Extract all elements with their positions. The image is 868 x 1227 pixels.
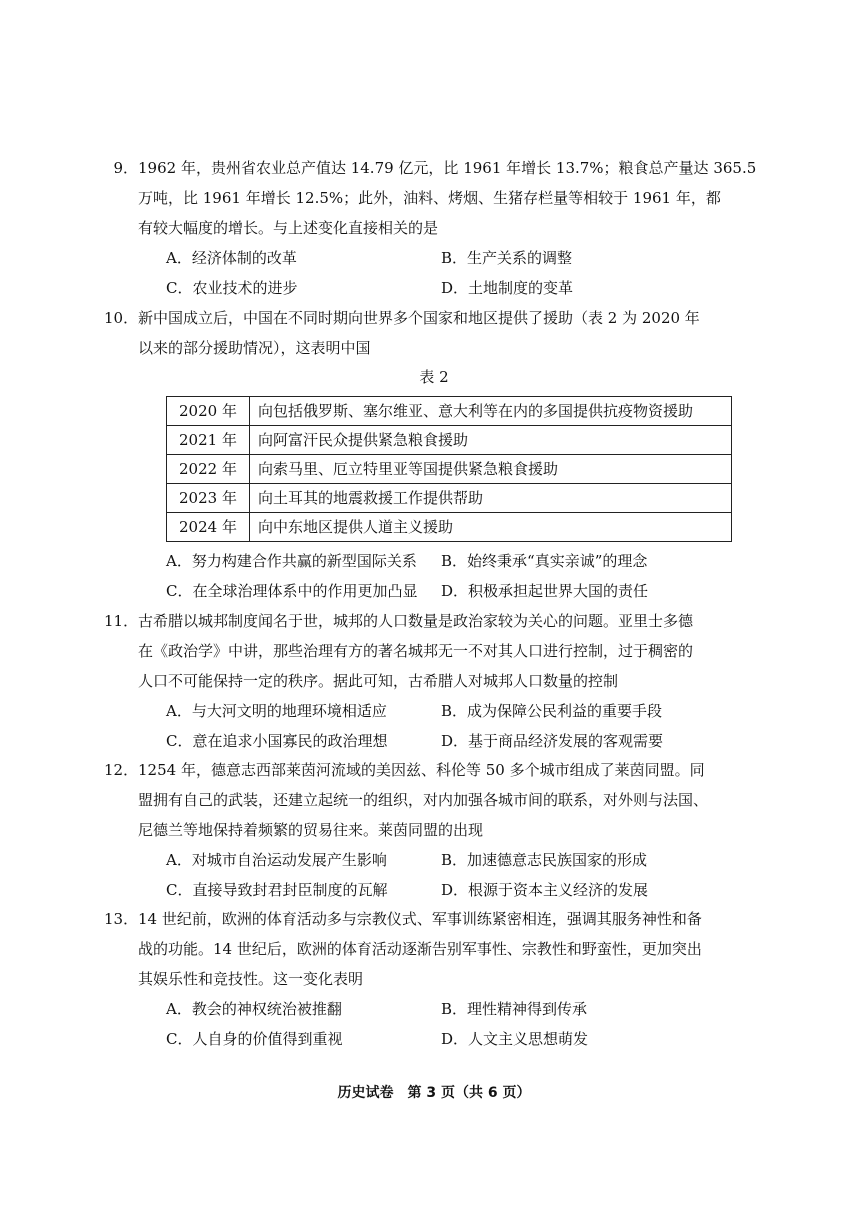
table-row	[167, 455, 732, 484]
table-row	[167, 397, 732, 426]
option-c: C．农业技术的进步	[166, 279, 298, 297]
page-footer: 历史试卷 第 3 页（共 6 页）	[337, 1085, 531, 1101]
option-a: A．与大河文明的地理环境相适应	[166, 702, 387, 720]
option-a: A．教会的神权统治被推翻	[166, 1000, 342, 1018]
option-c: C．在全球治理体系中的作用更加凸显	[166, 582, 418, 600]
question-number: 10．	[104, 309, 139, 327]
option-d: D．人文主义思想萌发	[441, 1030, 589, 1048]
question-number: 11．	[104, 612, 139, 630]
question-text-line: 在《政治学》中讲，那些治理有方的著名城邦无一不对其人口进行控制，过于稠密的	[138, 642, 694, 660]
question-number: 9．	[113, 159, 138, 177]
option-c: C．直接导致封君封臣制度的瓦解	[166, 881, 388, 899]
table-cell-text: 向包括俄罗斯、塞尔维亚、意大利等在内的多国提供抗疫物资援助	[250, 397, 732, 426]
aid-table	[166, 396, 732, 542]
table-cell-text: 向阿富汗民众提供紧急粮食援助	[250, 426, 732, 455]
table-cell-text: 向索马里、厄立特里亚等国提供紧急粮食援助	[250, 455, 732, 484]
question-text-line: 人口不可能保持一定的秩序。据此可知，古希腊人对城邦人口数量的控制	[138, 672, 619, 690]
table-caption: 表 2	[419, 368, 449, 386]
option-d: D．根源于资本主义经济的发展	[441, 881, 649, 899]
question-text-line: 万吨，比 1961 年增长 12.5%；此外，油料、烤烟、生猪存栏量等相较于 1961 年，都	[138, 189, 721, 207]
table-cell-year: 2023 年	[167, 484, 250, 513]
question-number: 12．	[104, 761, 139, 779]
question-text-line: 14 世纪前，欧洲的体育活动多与宗教仪式、军事训练紧密相连，强调其服务神性和备	[138, 910, 702, 928]
table-cell-text: 向土耳其的地震救援工作提供帮助	[250, 484, 732, 513]
question-text-line: 新中国成立后，中国在不同时期向世界多个国家和地区提供了援助（表 2 为 2020 年	[138, 309, 700, 327]
table-row	[167, 426, 732, 455]
option-c: C．意在追求小国寡民的政治理想	[166, 732, 388, 750]
question-13	[104, 904, 738, 1054]
option-d: D．土地制度的变革	[441, 279, 574, 297]
option-a: A．努力构建合作共赢的新型国际关系	[166, 552, 417, 570]
question-9	[113, 153, 757, 303]
table-cell-text: 向中东地区提供人道主义援助	[250, 513, 732, 542]
option-a: A．对城市自治运动发展产生影响	[166, 851, 387, 869]
question-text-line: 有较大幅度的增长。与上述变化直接相关的是	[138, 219, 439, 237]
question-number: 13．	[104, 910, 139, 928]
table-cell-year: 2020 年	[167, 397, 250, 426]
question-text-line: 战的功能。14 世纪后，欧洲的体育活动逐渐告别军事性、宗教性和野蛮性，更加突出	[138, 940, 702, 958]
option-b: B．成为保障公民利益的重要手段	[441, 702, 663, 720]
table-cell-year: 2022 年	[167, 455, 250, 484]
table-row	[167, 513, 732, 542]
option-b: B．加速德意志民族国家的形成	[441, 851, 648, 869]
table-row	[167, 484, 732, 513]
table-cell-year: 2024 年	[167, 513, 250, 542]
question-text-line: 1254 年，德意志西部莱茵河流域的美因兹、科伦等 50 多个城市组成了莱茵同盟。同	[138, 761, 705, 779]
question-text-line: 1962 年，贵州省农业总产值达 14.79 亿元，比 1961 年增长 13.7%；粮食总产量达 365.5	[138, 159, 757, 177]
option-b: B．生产关系的调整	[441, 249, 573, 267]
question-text-line: 盟拥有自己的武装，还建立起统一的组织，对内加强各城市间的联系，对外则与法国、	[138, 791, 709, 809]
question-text-line: 其娱乐性和竞技性。这一变化表明	[138, 970, 364, 988]
option-a: A．经济体制的改革	[166, 249, 297, 267]
question-11	[104, 606, 738, 756]
question-text-line: 尼德兰等地保持着频繁的贸易往来。莱茵同盟的出现	[138, 821, 484, 839]
option-b: B．始终秉承“真实亲诚”的理念	[441, 552, 648, 570]
question-10-options	[138, 546, 738, 606]
option-d: D．积极承担起世界大国的责任	[441, 582, 649, 600]
question-text-line: 古希腊以城邦制度闻名于世，城邦的人口数量是政治家较为关心的问题。亚里士多德	[138, 612, 694, 630]
question-10	[104, 303, 738, 363]
option-c: C．人自身的价值得到重视	[166, 1030, 343, 1048]
option-b: B．理性精神得到传承	[441, 1000, 588, 1018]
question-text-line: 以来的部分援助情况），这表明中国	[138, 339, 371, 357]
question-12	[104, 755, 738, 905]
option-d: D．基于商品经济发展的客观需要	[441, 732, 664, 750]
table-cell-year: 2021 年	[167, 426, 250, 455]
